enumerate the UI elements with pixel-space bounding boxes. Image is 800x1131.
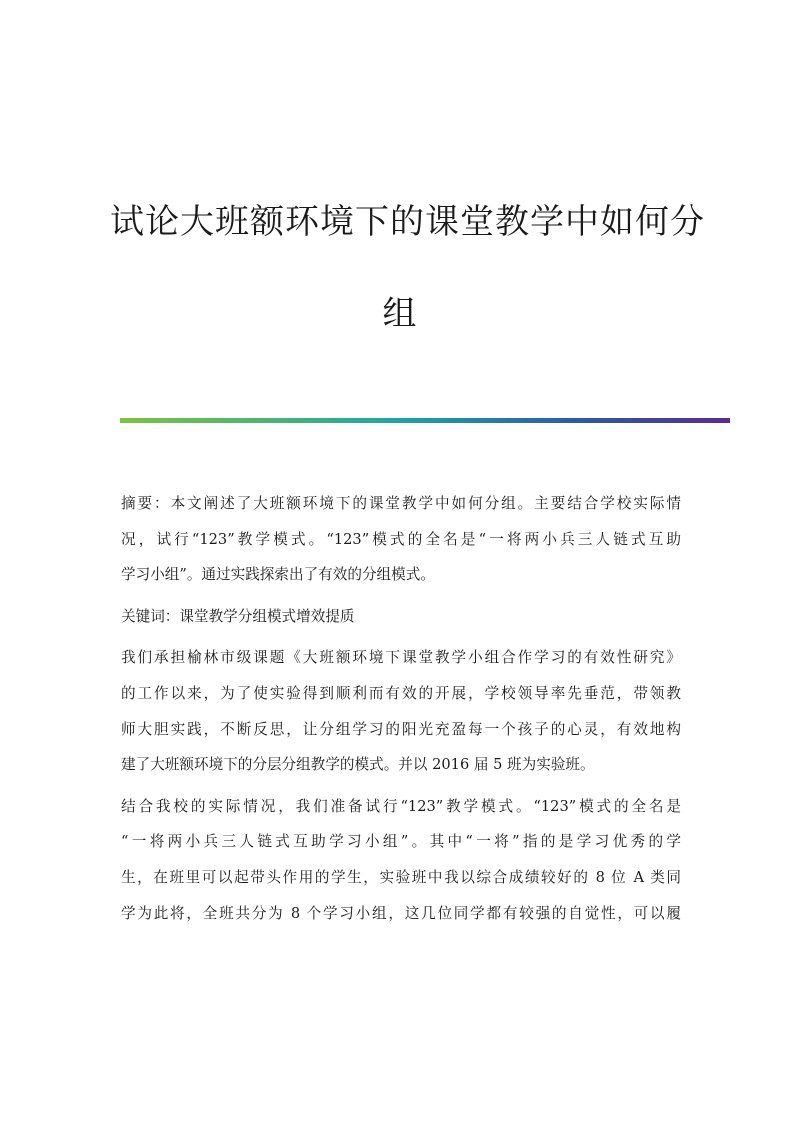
- paragraph-line: 的工作以来，为了使实验得到顺利而有效的开展，学校领导率先垂范，带领教: [121, 684, 681, 702]
- paragraph-line: 学为此将，全班共分为 8 个学习小组，这几位同学都有较强的自觉性，可以履: [121, 904, 681, 922]
- title-line-2: 组: [382, 294, 418, 334]
- keywords-line: 关键词：课堂教学分组模式增效提质: [121, 607, 355, 625]
- body-paragraph-1: [121, 640, 681, 782]
- paragraph-line: 我们承担榆林市级课题《大班额环境下课堂教学小组合作学习的有效性研究》: [121, 649, 681, 667]
- gradient-divider: [120, 418, 730, 423]
- abstract-line: 摘要：本文阐述了大班额环境下的课堂教学中如何分组。主要结合学校实际情: [121, 495, 681, 512]
- paragraph-line: 生，在班里可以起带头作用的学生，实验班中我以综合成绩较好的 8 位 A 类同: [121, 868, 681, 886]
- body-paragraph-2: [121, 789, 681, 931]
- title-line-1: 试论大班额环境下的课堂教学中如何分: [110, 202, 705, 242]
- document-body: [121, 486, 681, 937]
- keywords-paragraph: [121, 599, 681, 635]
- paragraph-line: 建了大班额环境下的分层分组教学的模式。并以 2016 届 5 班为实验班。: [121, 756, 595, 774]
- abstract-line: 况，试行“123”教学模式。“123”模式的全名是“一将两小兵三人链式互助: [121, 530, 681, 548]
- paragraph-line: 结合我校的实际情况，我们准备试行“123”教学模式。“123”模式的全名是: [121, 797, 681, 815]
- document-title: [110, 176, 705, 360]
- paragraph-line: “一将两小兵三人链式互助学习小组”。其中“一将”指的是学习优秀的学: [121, 833, 681, 851]
- abstract-paragraph: [121, 486, 681, 593]
- paragraph-line: 师大胆实践，不断反思，让分组学习的阳光充盈每一个孩子的心灵，有效地构: [121, 720, 681, 738]
- abstract-line: 学习小组”。通过实践探索出了有效的分组模式。: [121, 566, 435, 584]
